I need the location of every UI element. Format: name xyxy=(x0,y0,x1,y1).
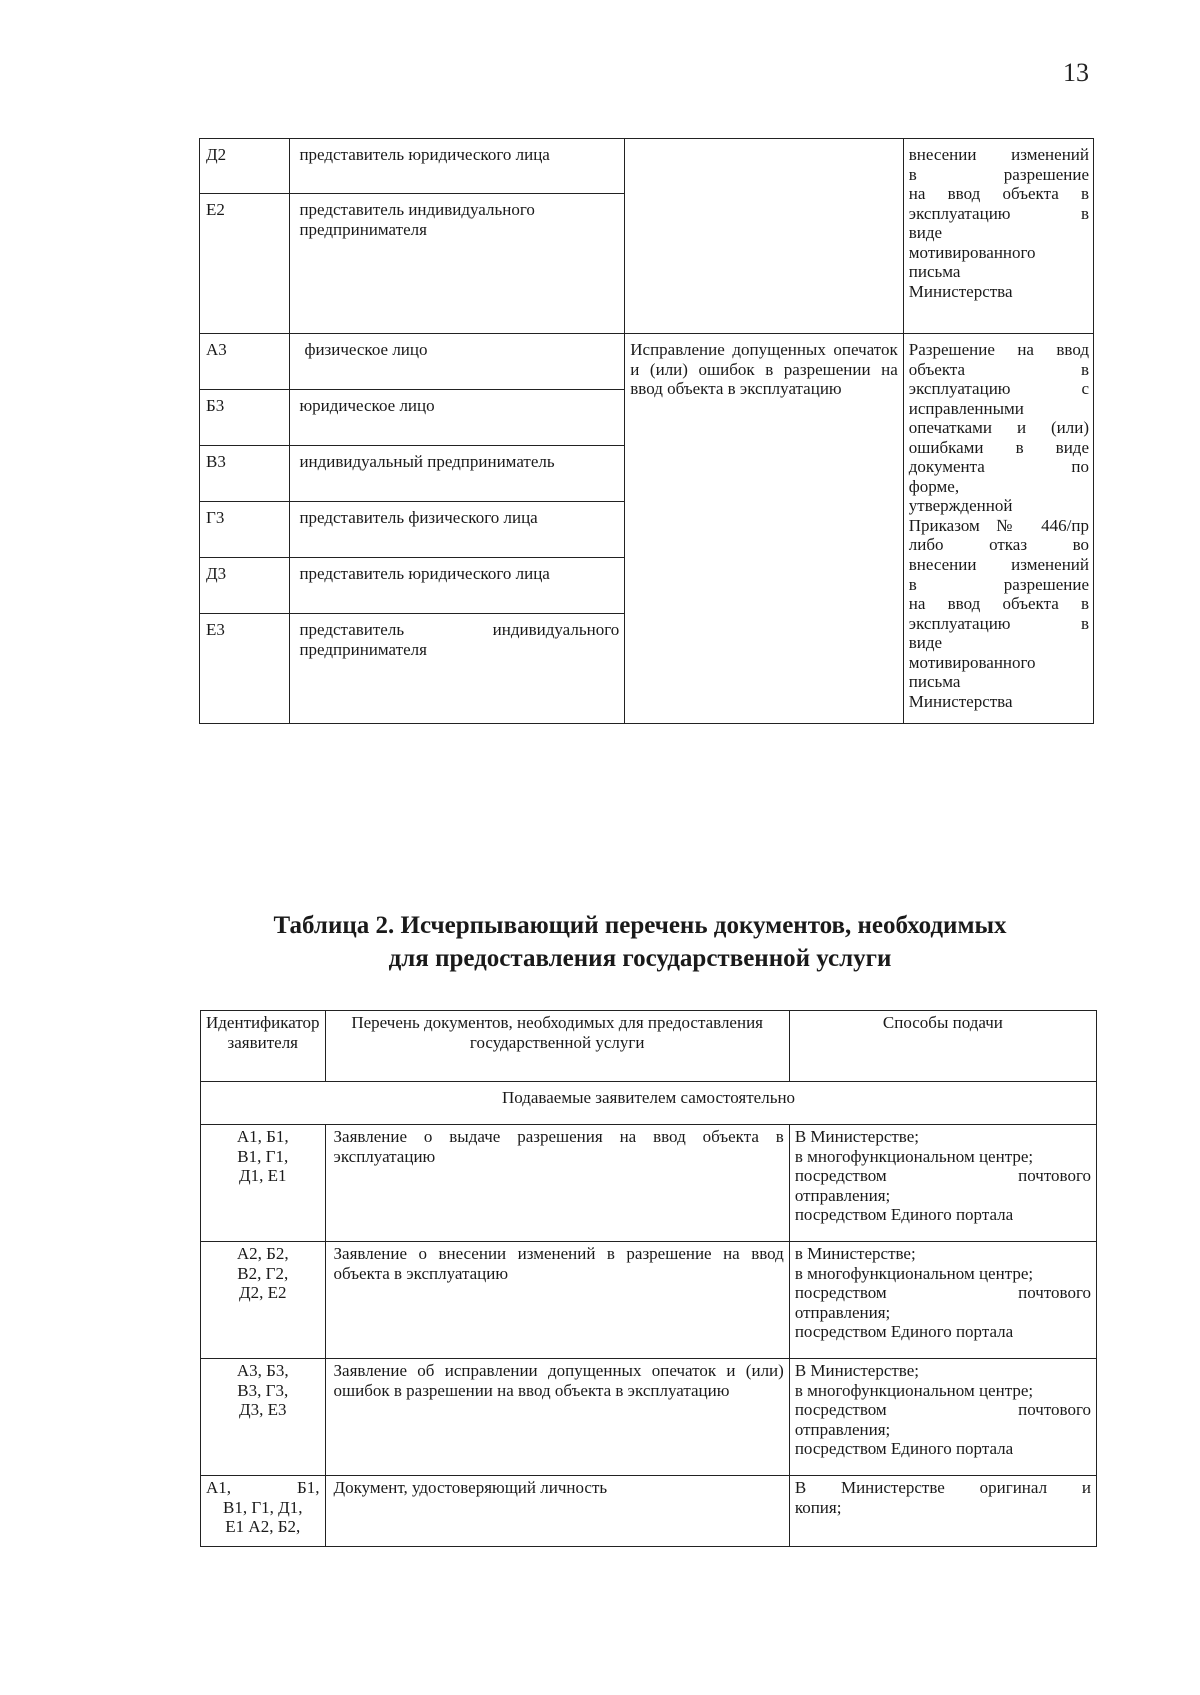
method-line: посредством Единого портала xyxy=(794,1205,1014,1225)
method-line: в многофункциональном центре; xyxy=(794,1263,1034,1283)
document-cell: Документ, удостоверяющий личность xyxy=(325,1476,789,1547)
table-row xyxy=(201,1359,1097,1476)
result-cell xyxy=(903,334,1093,724)
applicant-ids-line: В2, Г2, xyxy=(237,1263,289,1283)
result-line: объекта в xyxy=(908,359,1089,379)
result-line: письма xyxy=(908,262,961,282)
result-line: Министерства xyxy=(908,691,1013,711)
method-line: в многофункциональном центре; xyxy=(794,1380,1034,1400)
table-header-row xyxy=(201,1011,1097,1082)
applicant-ids-line: В1, Г1, Д1, xyxy=(223,1497,303,1517)
applicant-id-cell: Б3 xyxy=(200,390,290,446)
result-cell xyxy=(903,139,1093,334)
method-line: посредством Единого портала xyxy=(794,1322,1014,1342)
result-line: виде xyxy=(908,633,943,653)
applicant-ids-cell xyxy=(201,1476,326,1547)
section-label: Подаваемые заявителем самостоятельно xyxy=(201,1082,1097,1125)
applicant-result-table xyxy=(199,138,1094,724)
applicant-ids-line: А1, Б1, xyxy=(236,1127,289,1146)
document-cell: Заявление об исправлении допущенных опечаток и (или) ошибок в разрешении на ввод объекта в эксплуатацию xyxy=(325,1359,789,1476)
result-line: документа по xyxy=(908,457,1089,477)
procedure-cell: Исправление допущенных опечаток и (или) ошибок в разрешении на ввод объекта в эксплуатацию xyxy=(625,334,904,724)
applicant-type-cell: представитель индивидуального предпринимателя xyxy=(290,194,625,334)
applicant-type-cell: представитель юридического лица xyxy=(290,558,625,614)
table-row xyxy=(201,1125,1097,1242)
method-line: копия; xyxy=(794,1497,842,1517)
document-cell: Заявление о внесении изменений в разрешение на ввод объекта в эксплуатацию xyxy=(325,1242,789,1359)
applicant-type-cell: представитель юридического лица xyxy=(290,139,625,194)
header-documents: Перечень документов, необходимых для предоставления государственной услуги xyxy=(325,1011,789,1082)
applicant-id-cell: Д2 xyxy=(200,139,290,194)
applicant-ids-line: Д2, Е2 xyxy=(239,1283,287,1303)
result-line: исправленными xyxy=(908,398,1024,418)
result-line: Министерства xyxy=(908,281,1013,301)
result-line: в разрешение xyxy=(908,574,1089,594)
result-line: внесении изменений xyxy=(908,145,1089,164)
methods-cell xyxy=(789,1242,1096,1359)
applicant-id-cell: Е3 xyxy=(200,614,290,724)
header-applicant-id: Идентификатор заявителя xyxy=(201,1011,326,1082)
table2-title xyxy=(200,910,1080,975)
table-row xyxy=(201,1476,1097,1547)
applicant-ids-line: А1, Б1, xyxy=(206,1478,320,1497)
applicant-id-cell: В3 xyxy=(200,446,290,502)
result-line: мотивированного xyxy=(908,652,1036,672)
result-line: Приказом № 446/пр xyxy=(908,515,1089,535)
result-line: Разрешение на ввод xyxy=(908,340,1089,359)
applicant-ids-cell xyxy=(201,1125,326,1242)
applicant-type-cell: физическое лицо xyxy=(290,334,625,390)
result-line: письма xyxy=(908,672,961,692)
result-line: на ввод объекта в xyxy=(908,184,1089,204)
header-methods: Способы подачи xyxy=(789,1011,1096,1082)
methods-cell xyxy=(789,1125,1096,1242)
result-line: утвержденной xyxy=(908,496,1013,516)
applicant-ids-line: А2, Б2, xyxy=(236,1244,289,1263)
result-line: на ввод объекта в xyxy=(908,594,1089,614)
applicant-type-cell: индивидуальный предприниматель xyxy=(290,446,625,502)
section-row xyxy=(201,1082,1097,1125)
applicant-ids-line: А3, Б3, xyxy=(236,1361,289,1380)
applicant-ids-cell xyxy=(201,1359,326,1476)
method-line: отправления; xyxy=(794,1419,891,1439)
result-line: либо отказ во xyxy=(908,535,1089,555)
applicant-type-cell: представитель индивидуального предпринимателя xyxy=(290,614,625,724)
applicant-id-cell: Д3 xyxy=(200,558,290,614)
method-line: в Министерстве; xyxy=(794,1244,916,1263)
result-line: эксплуатацию с xyxy=(908,379,1089,399)
applicant-id-cell: А3 xyxy=(200,334,290,390)
method-line: отправления; xyxy=(794,1302,891,1322)
result-line: в разрешение xyxy=(908,164,1089,184)
method-line: В Министерстве; xyxy=(794,1361,920,1380)
applicant-id-cell: Е2 xyxy=(200,194,290,334)
applicant-ids-cell xyxy=(201,1242,326,1359)
result-line: эксплуатацию в xyxy=(908,613,1089,633)
applicant-ids-line: В1, Г1, xyxy=(237,1146,289,1166)
result-line: виде xyxy=(908,223,943,243)
applicant-ids-line: Д3, Е3 xyxy=(239,1400,287,1420)
result-line: внесении изменений xyxy=(908,555,1089,575)
applicant-ids-line: В3, Г3, xyxy=(237,1380,289,1400)
applicant-ids-line: Е1 А2, Б2, xyxy=(225,1517,301,1537)
applicant-type-cell: представитель физического лица xyxy=(290,502,625,558)
method-line: посредством почтового xyxy=(794,1166,1091,1186)
method-line: посредством почтового xyxy=(794,1283,1091,1303)
document-cell: Заявление о выдаче разрешения на ввод объекта в эксплуатацию xyxy=(325,1125,789,1242)
page-number: 13 xyxy=(1063,58,1089,87)
table-row xyxy=(200,139,1094,194)
documents-table xyxy=(200,1010,1097,1547)
result-line: мотивированного xyxy=(908,242,1036,262)
method-line: В Министерстве оригинал и xyxy=(794,1478,1091,1497)
methods-cell xyxy=(789,1476,1096,1547)
applicant-ids-line: Д1, Е1 xyxy=(239,1166,287,1186)
applicant-type-cell: юридическое лицо xyxy=(290,390,625,446)
table2-title-line: для предоставления государственной услуги xyxy=(388,944,892,972)
method-line: посредством почтового xyxy=(794,1400,1091,1420)
method-line: в многофункциональном центре; xyxy=(794,1146,1034,1166)
applicant-id-cell: Г3 xyxy=(200,502,290,558)
method-line: посредством Единого портала xyxy=(794,1439,1014,1459)
table-row xyxy=(201,1242,1097,1359)
result-line: форме, xyxy=(908,476,960,496)
table2-title-line: Таблица 2. Исчерпывающий перечень документов, необходимых xyxy=(273,912,1007,939)
table-row xyxy=(200,334,1094,390)
methods-cell xyxy=(789,1359,1096,1476)
procedure-cell xyxy=(625,139,904,334)
result-line: ошибками в виде xyxy=(908,437,1089,457)
method-line: В Министерстве; xyxy=(794,1127,920,1146)
result-line: опечатками и (или) xyxy=(908,418,1089,438)
method-line: отправления; xyxy=(794,1185,891,1205)
result-line: эксплуатацию в xyxy=(908,203,1089,223)
